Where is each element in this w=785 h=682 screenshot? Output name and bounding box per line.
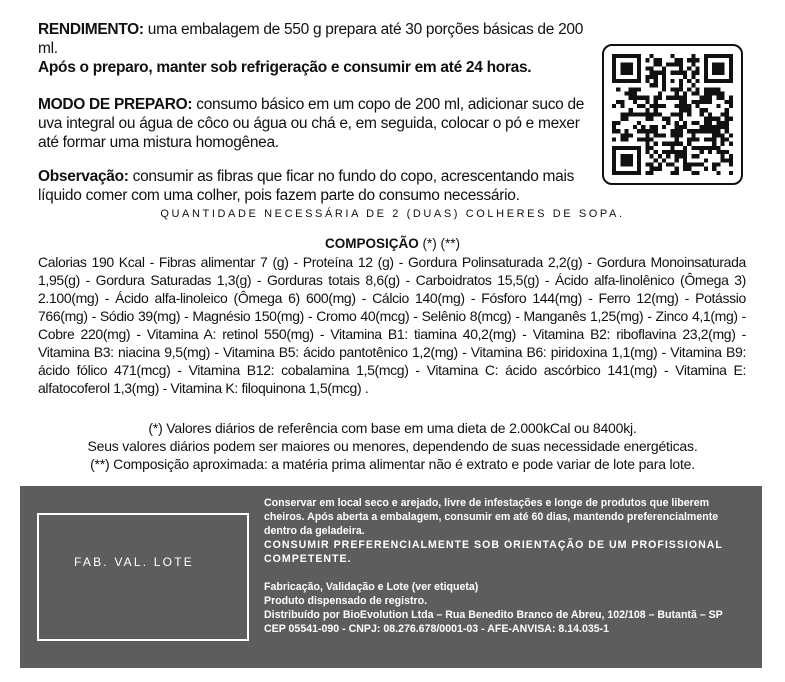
observacao-paragraph xyxy=(38,167,598,205)
conservar-text: Conservar em local seco e arejado, livre de infestações e longe de produtos que liberem cheiros. Após aberta a embalagem, consumir em até 60 dias, mantendo preferencialmente dentro da geladeira. xyxy=(264,497,719,537)
note-referencia: (*) Valores diários de referência com base em uma dieta de 2.000kCal ou 8400kj. xyxy=(148,420,637,436)
lote-label: FAB. VAL. LOTE xyxy=(74,555,194,569)
observacao-text: consumir as fibras que ficar no fundo do copo, acrescentando mais líquido comer com uma colher, pois fazem parte do consumo necessário. xyxy=(38,168,575,204)
rendimento-paragraph xyxy=(38,20,598,77)
rendimento-bold-line: Após o preparo, manter sob refrigeração e consumir em até 24 horas. xyxy=(38,59,532,76)
composicao-title-label: COMPOSIÇÃO xyxy=(324,236,419,251)
cep-text: CEP 05541-090 - CNPJ: 08.276.678/0001-03 - AFE-ANVISA: 8.14.035-1 xyxy=(264,623,610,635)
rendimento-text: uma embalagem de 550 g prepara até 30 porções básicas de 200 ml. xyxy=(38,21,584,57)
registro-text: Produto dispensado de registro. xyxy=(264,595,428,607)
composicao-title xyxy=(0,236,785,251)
orientacao-text: CONSUMIR PREFERENCIALMENTE SOB ORIENTAÇÃO DE UM PROFISSIONAL COMPETENTE. xyxy=(264,539,723,565)
observacao-label: Observação: xyxy=(38,168,129,185)
footer-panel xyxy=(20,486,762,668)
quantidade-line: QUANTIDADE NECESSÁRIA DE 2 (DUAS) COLHERES DE SOPA. xyxy=(160,208,625,220)
qr-code[interactable] xyxy=(602,44,743,185)
lote-box xyxy=(37,513,249,641)
composicao-body: Calorias 190 Kcal - Fibras alimentar 7 (g) - Proteína 12 (g) - Gordura Polinsaturada 2,2(g) - Gordura Monoinsaturada 1,95(g) - Gordura Saturadas 1,3(g) - Gorduras totais 8,6(g) - Carboidratos 15,5(g) - Ácido alfa-linolênico (Ômega 3) 2.100(mg) - Ácido alfa-linoleico (Ômega 6) 600(mg) - Cálcio 140(mg) - Fósforo 144(mg) - Ferro 12(mg) - Potássio 766(mg) - Sódio 39(mg) - Magnésio 150(mg) - Cromo 40(mcg) - Selênio 8(mcg) - Manganês 1,25(mg) - Zinco 4,1(mg) - Cobre 220(mg) - Vitamina A: retinol 550(mg) - Vitamina B1: tiamina 40,2(mg) - Vitamina B2: riboflavina 23,2(mg) - Vitamina B3: niacina 9,5(mg) - Vitamina B5: ácido pantotênico 1,2(mg) - Vitamina B6: piridoxina 1,1(mg) - Vitamina B9: ácido fólico 471(mcg) - Vitamina B12: cobalamina 1,5(mcg) - Vitamina C: ácido ascórbico 141(mg) - Vitamina E: alfatocoferol 1,3(mg) - Vitamina K: filoquinona 1,5(mcg) . xyxy=(38,254,746,396)
modo-preparo-label: MODO DE PREPARO: xyxy=(38,96,193,113)
fabricacao-text: Fabricação, Validação e Lote (ver etiqueta) xyxy=(264,581,479,593)
modo-preparo-paragraph xyxy=(38,95,598,152)
distribuido-text: Distribuído por BioEvolution Ltda – Rua Benedito Branco de Abreu, 102/108 – Butantã – SP xyxy=(264,609,723,621)
note-composicao-aproximada: (**) Composição aproximada: a matéria prima alimentar não é extrato e pode variar de lote para lote. xyxy=(90,456,695,472)
footer-text xyxy=(264,496,746,636)
notes-section xyxy=(0,419,785,473)
composicao-title-suffix: (*) (**) xyxy=(418,236,460,251)
note-valores-diarios: Seus valores diários podem ser maiores ou menores, dependendo de suas necessidade energéticas. xyxy=(87,438,698,454)
qr-code-icon xyxy=(612,54,733,175)
instructions-section xyxy=(38,20,598,205)
rendimento-label: RENDIMENTO: xyxy=(38,21,144,38)
modo-preparo-text: consumo básico em um copo de 200 ml, adicionar suco de uva integral ou água de côco ou água ou chá e, em seguida, colocar o pó e mexer até formar uma mistura homogênea. xyxy=(38,96,585,151)
